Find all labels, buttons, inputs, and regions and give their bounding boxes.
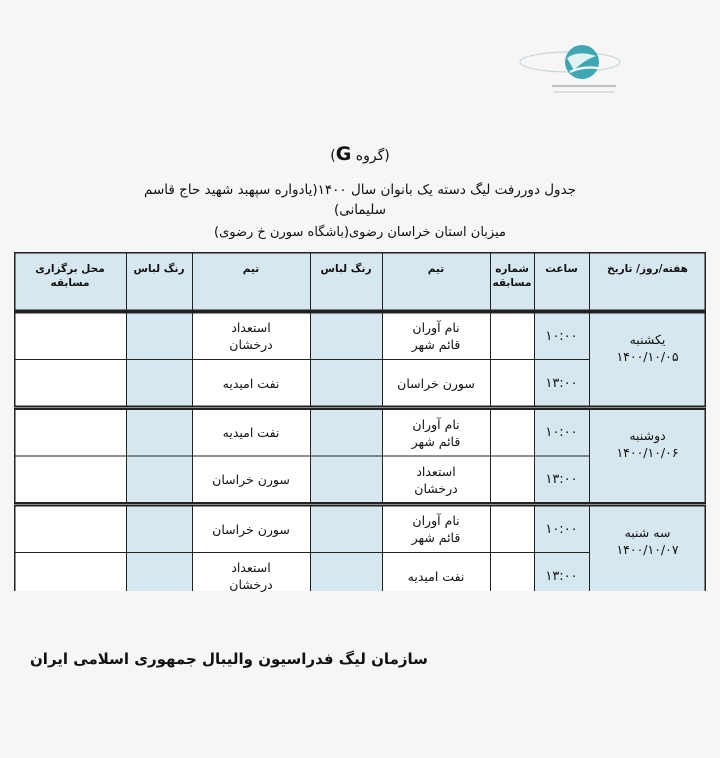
day-label: سه شنبه: [624, 524, 671, 540]
cell-kit2: [127, 456, 193, 503]
match-time: ۱۳:۰۰: [545, 375, 578, 391]
match-time: ۱۰:۰۰: [545, 328, 578, 344]
group-label: (گروه: [355, 148, 390, 164]
cell-venue: [15, 456, 127, 503]
cell-kit2: [127, 553, 193, 592]
away-team: استعداد درخشان: [229, 320, 273, 352]
schedule-title: [60, 180, 660, 220]
cell-venue: [15, 553, 127, 592]
group-letter: G: [335, 143, 352, 165]
cell-match_no: [491, 313, 535, 360]
header-team2: تیم: [242, 263, 260, 275]
home-team: نام آوران قائم شهر: [411, 513, 461, 545]
date-label: ۱۴۰۰/۱۰/۰۵: [616, 348, 679, 364]
header-match_no: شماره مسابقه: [492, 263, 532, 289]
match-time: ۱۰:۰۰: [545, 425, 578, 440]
cell-kit1: [311, 313, 383, 360]
home-team: نام آوران قائم شهر: [411, 320, 461, 352]
header-time: ساعت: [545, 263, 578, 275]
away-team: نفت امیدیه: [222, 375, 280, 391]
away-team: نفت امیدیه: [222, 425, 280, 440]
cell-kit2: [127, 313, 193, 360]
title-line-1: جدول دوررفت لیگ دسته یک بانوان سال ۱۴۰۰(یادواره سپهبد شهید حاج قاسم: [143, 182, 577, 198]
cell-kit2: [127, 409, 193, 456]
header-kit1: رنگ لباس: [320, 263, 372, 275]
day-label: دوشنبه: [629, 428, 666, 443]
cell-venue: [15, 360, 127, 407]
cell-match_no: [491, 409, 535, 456]
schedule-table: [14, 252, 706, 591]
home-team: نفت امیدیه: [407, 568, 465, 584]
cell-kit1: [311, 553, 383, 592]
away-team: سورن خراسان: [212, 472, 290, 487]
title-line-2: سلیمانی): [333, 202, 387, 218]
cell-match_no: [491, 456, 535, 503]
header-day_date: هفته/روز/ تاریخ: [607, 263, 688, 275]
cell-kit1: [311, 506, 383, 553]
cell-venue: [15, 313, 127, 360]
group-heading: (گروه G): [330, 143, 390, 165]
day-label: یکشنبه: [629, 331, 666, 347]
cell-venue: [15, 506, 127, 553]
cell-venue: [15, 409, 127, 456]
match-time: ۱۳:۰۰: [545, 568, 578, 584]
date-label: ۱۴۰۰/۱۰/۰۷: [616, 541, 679, 557]
day-date-cell: [589, 301, 706, 395]
home-team: سورن خراسان: [397, 375, 475, 391]
cell-kit1: [311, 409, 383, 456]
federation-logo: [512, 40, 624, 112]
date-label: ۱۴۰۰/۱۰/۰۶: [616, 445, 679, 460]
header-team1: تیم: [427, 263, 445, 275]
header-venue: محل برگزاری مسابقه: [35, 263, 105, 289]
host-line: میزبان استان خراسان رضوی(باشگاه سورن خ رضوی): [214, 225, 506, 240]
cell-kit2: [127, 360, 193, 407]
cell-kit2: [127, 506, 193, 553]
match-time: ۱۳:۰۰: [545, 472, 578, 487]
cell-kit1: [311, 360, 383, 407]
home-team: استعداد درخشان: [414, 463, 458, 496]
day-date-cell: [589, 397, 706, 491]
cell-kit1: [311, 456, 383, 503]
cell-match_no: [491, 553, 535, 592]
away-team: سورن خراسان: [212, 521, 290, 537]
away-team: استعداد درخشان: [229, 560, 273, 592]
header-kit2: رنگ لباس: [133, 263, 185, 275]
home-team: نام آوران قائم شهر: [411, 416, 461, 449]
cell-match_no: [491, 506, 535, 553]
cell-match_no: [491, 360, 535, 407]
organization-footer: سازمان لیگ فدراسیون والیبال جمهوری اسلامی ایران: [30, 650, 428, 668]
day-date-cell: [589, 494, 706, 588]
match-time: ۱۰:۰۰: [545, 521, 578, 537]
